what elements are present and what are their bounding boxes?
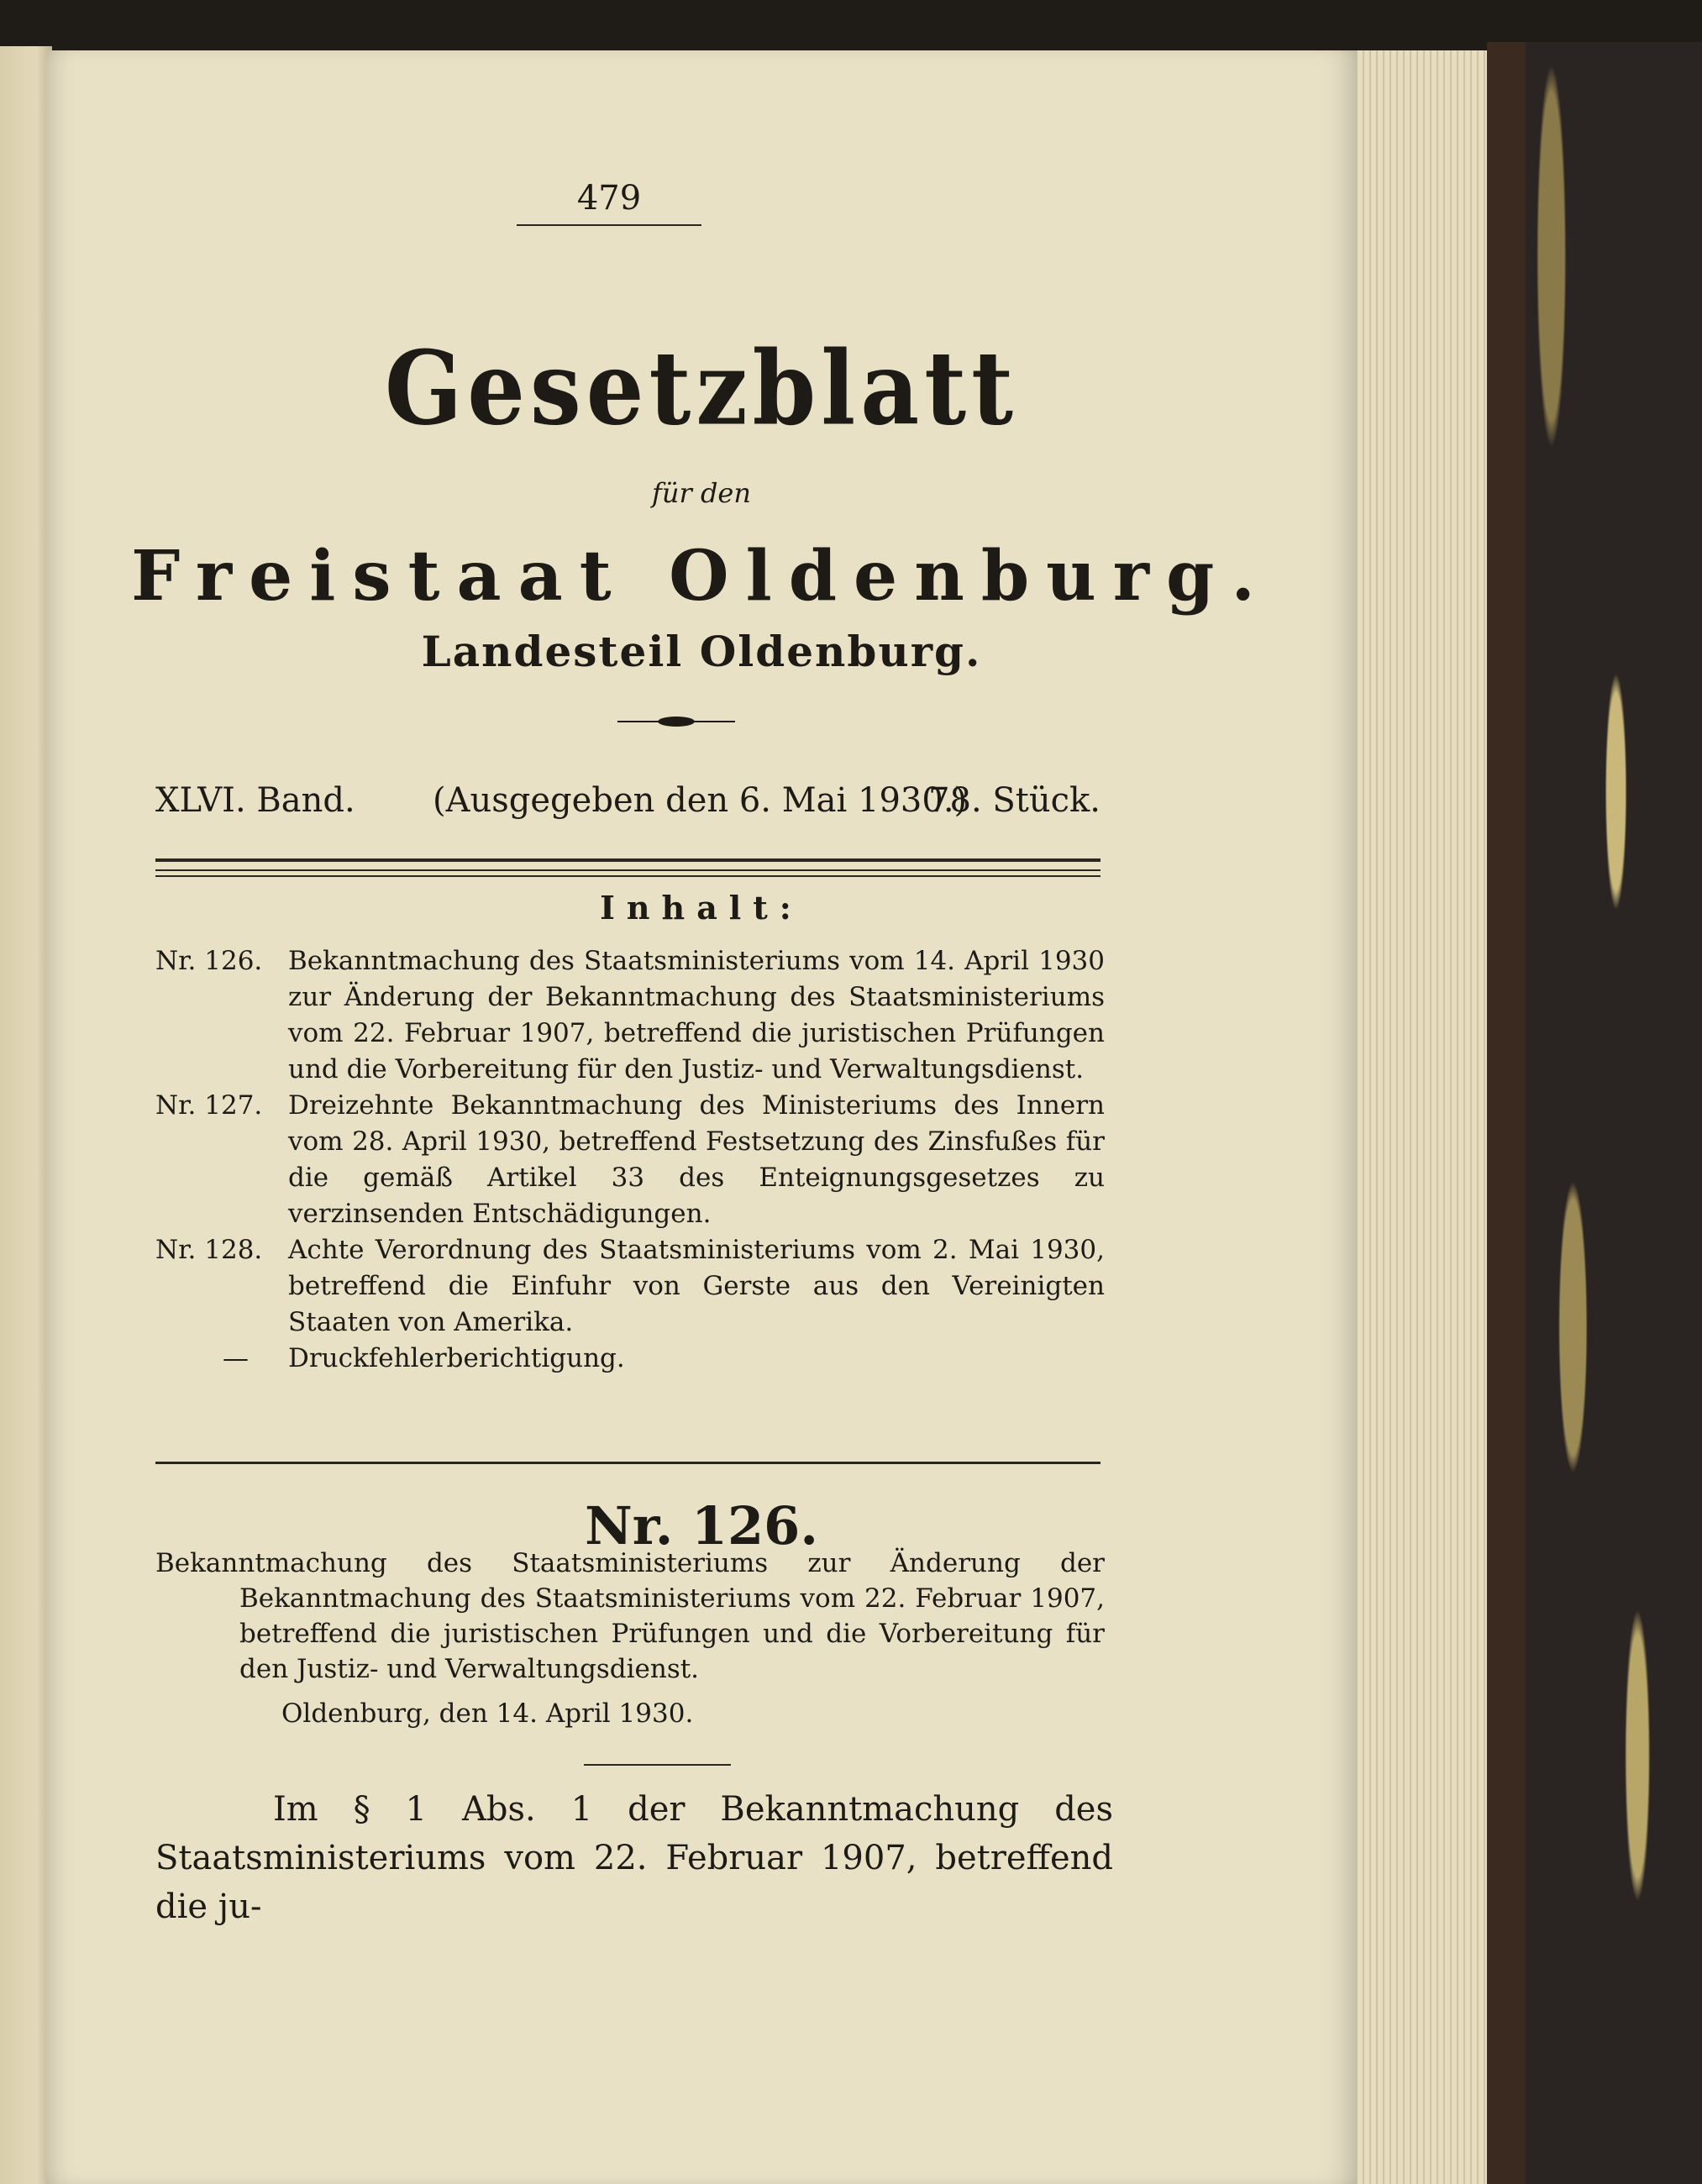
state-name: Freistaat Oldenburg. [131,536,1272,617]
toc-text: Druckfehlerberichtigung. [288,1343,625,1373]
toc-number: Nr. 128. [155,1235,263,1265]
book-cover [1487,42,1702,2184]
place-date: Oldenburg, den 14. April 1930. [281,1698,694,1729]
issue-date: (Ausgegeben den 6. Mai 1930.) [433,781,968,820]
toc-entry [155,1232,1105,1341]
toc-text: Dreizehnte Bekanntmachung des Ministeriums des Innern vom 28. April 1930, betreffend Festsetzung des Zinsfußes für die gemäß Artikel 33 des Enteignungsgesetzes zu verzinsenden Entschädigungen. [288,1090,1105,1229]
ornament-divider [617,714,735,729]
double-rule [155,869,1101,871]
announcement-text: Bekanntmachung des Staatsministeriums zur Änderung der Bekanntmachung des Staatsministeriums vom 22. Februar 1907, betreffend die juristischen Prüfungen und die Vorbereitung für den Justiz- und Verwaltungsdienst. [155,1548,1105,1684]
contents-end-rule [155,1462,1101,1464]
page-number: 479 [576,179,642,218]
toc-entry [155,943,1105,1088]
short-rule [584,1764,731,1766]
issue-header [155,781,1101,832]
body-paragraph: Im § 1 Abs. 1 der Bekanntmachung des Staatsministeriums vom 22. Februar 1907, betreffend die ju- [155,1790,1113,1926]
double-rule [155,858,1101,862]
announcement-title [155,1546,1105,1687]
toc-entry [155,1088,1105,1232]
title-connector: für den [652,477,751,509]
region-name: Landesteil Oldenburg. [421,627,982,676]
gazette-title: Gesetzblatt [385,329,1018,449]
section-heading: Nr. 126. [585,1495,818,1557]
page-number-rule [517,224,701,226]
left-page-edge [0,46,52,2184]
document-page [46,50,1357,2184]
toc-text: Achte Verordnung des Staatsministeriums vom 2. Mai 1930, betreffend die Einfuhr von Gerste aus den Vereinigten Staaten von Amerika. [288,1235,1105,1337]
toc-number: Nr. 127. [155,1090,263,1121]
table-of-contents [155,943,1105,1377]
toc-text: Bekanntmachung des Staatsministeriums vom 14. April 1930 zur Änderung der Bekanntmachung des Staatsministeriums vom 22. Februar 1907, betreffend die juristischen Prüfungen und die Vorbereitung für den Justiz- und Verwaltungsdienst. [288,946,1105,1084]
page-edges [1344,50,1487,2184]
toc-number: Nr. 126. [155,946,263,976]
piece-number: 78. Stück. [928,781,1101,820]
toc-number: — [223,1343,249,1373]
double-rule [155,875,1101,877]
toc-entry [155,1341,1105,1377]
volume-label: XLVI. Band. [155,781,355,820]
contents-heading: Inhalt: [600,889,803,927]
